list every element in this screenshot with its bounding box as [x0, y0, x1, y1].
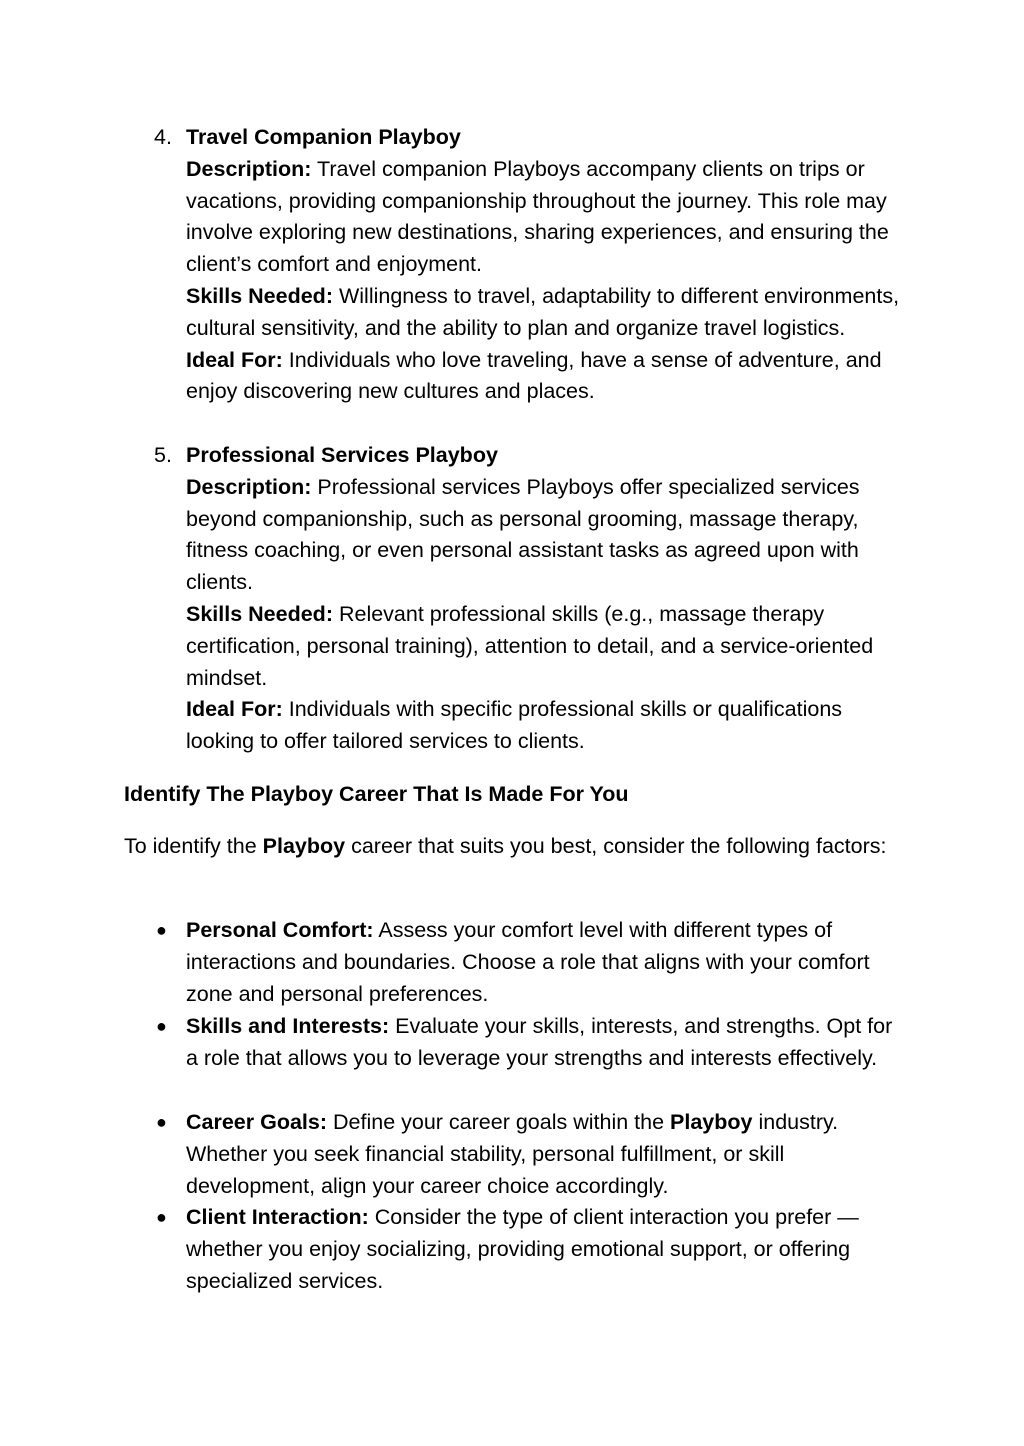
item-skills [186, 599, 906, 694]
skills-label: Skills Needed: [186, 283, 333, 308]
skills-label: Skills Needed: [186, 601, 333, 626]
bullet-label: Skills and Interests: [186, 1014, 390, 1038]
item-title: Professional Services Playboy [186, 443, 498, 467]
item-description [186, 472, 906, 599]
description-text: Professional services Playboys offer specialized services beyond companionship, such as personal grooming, massage therapy, fitness coaching, or even personal assistant tasks as agreed upon with clients. [186, 474, 860, 595]
section-heading: Identify The Playboy Career That Is Made For You [124, 782, 629, 806]
bullet-career-goals [186, 1107, 906, 1202]
bullet-skills-interests [186, 1011, 906, 1075]
item-description [186, 154, 906, 281]
ideal-label: Ideal For: [186, 697, 283, 722]
intro-before: To identify the [124, 834, 257, 858]
list-number-4: 4. [154, 125, 172, 149]
bullet-text: Evaluate your skills, interests, and strengths. Opt for a role that allows you to leverage your strengths and interests effectively. [186, 1014, 893, 1070]
bullet-glyph: ● [156, 920, 167, 940]
bullet-text: Assess your comfort level with different types of interactions and boundaries. Choose a role that aligns with your comfort zone and personal preferences. [186, 918, 870, 1006]
bullet-glyph: ● [156, 1016, 167, 1036]
bullet-label: Client Interaction: [186, 1205, 369, 1229]
ideal-text: Individuals with specific professional skills or qualifications looking to offer tailored services to clients. [186, 697, 843, 754]
item-title: Travel Companion Playboy [186, 125, 461, 149]
bullet-text: Consider the type of client interaction you prefer — whether you enjoy socializing, providing emotional support, or offering specialized services. [186, 1205, 859, 1293]
skills-text: Relevant professional skills (e.g., massage therapy certification, personal training), attention to detail, and a service-oriented mindset. [186, 601, 874, 690]
description-text: Travel companion Playboys accompany clients on trips or vacations, providing companionship throughout the journey. This role may involve exploring new destinations, sharing experiences, and ensuring the client’s comfort and enjoyment. [186, 156, 889, 277]
list-number-5: 5. [154, 443, 172, 467]
bullet-label: Career Goals: [186, 1110, 328, 1134]
item-ideal [186, 345, 906, 409]
list-item-travel-companion [186, 122, 906, 408]
description-label: Description: [186, 474, 312, 499]
bullet-bold: Playboy [670, 1110, 753, 1134]
list-item-professional-services [186, 440, 906, 758]
skills-text: Willingness to travel, adaptability to different environments, cultural sensitivity, and the ability to plan and organize travel logistics. [186, 283, 900, 340]
item-skills [186, 281, 906, 345]
bullet-text-after: industry. Whether you seek financial stability, personal fulfillment, or skill development, align your career choice accordingly. [186, 1110, 839, 1198]
intro-bold: Playboy [262, 834, 346, 858]
bullet-glyph: ● [156, 1207, 167, 1227]
bullet-label: Personal Comfort: [186, 918, 374, 942]
intro-paragraph [124, 831, 904, 863]
item-ideal [186, 694, 906, 758]
intro-after: career that suits you best, consider the following factors: [351, 834, 887, 858]
bullet-text-before: Define your career goals within the [333, 1110, 665, 1134]
ideal-label: Ideal For: [186, 347, 283, 372]
description-label: Description: [186, 156, 312, 181]
ideal-text: Individuals who love traveling, have a sense of adventure, and enjoy discovering new cultures and places. [186, 347, 882, 404]
bullet-glyph: ● [156, 1112, 167, 1132]
bullet-personal-comfort [186, 915, 906, 1010]
bullet-client-interaction [186, 1202, 906, 1297]
